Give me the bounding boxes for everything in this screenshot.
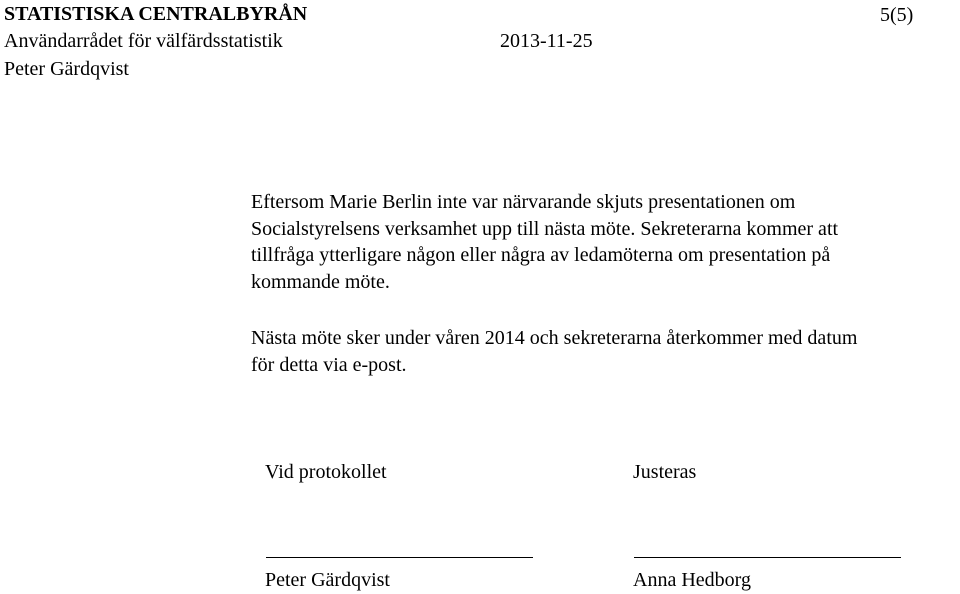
document-date: 2013-11-25 <box>500 30 593 52</box>
signature-heading-minutes: Vid protokollet <box>265 461 387 483</box>
paragraph-line: kommande möte. <box>251 270 390 293</box>
paragraph-line: Nästa möte sker under våren 2014 och sekreterarna återkommer med datum <box>251 327 858 349</box>
council-name: Användarrådet för välfärdsstatistik <box>4 30 283 52</box>
signatory-name-left: Peter Gärdqvist <box>265 569 390 591</box>
signature-heading-approved: Justeras <box>633 461 697 483</box>
paragraph-line: Eftersom Marie Berlin inte var närvarande skjuts presentationen om <box>251 191 796 213</box>
signatory-name-right: Anna Hedborg <box>633 569 751 591</box>
paragraph-line: Socialstyrelsens verksamhet upp till nästa möte. Sekreterarna kommer att <box>251 217 839 240</box>
organization-name: STATISTISKA CENTRALBYRÅN <box>4 3 308 25</box>
paragraph-next-meeting <box>251 325 857 378</box>
page-number: 5(5) <box>880 4 914 26</box>
paragraph-line: tillfråga ytterligare någon eller några av ledamöterna om presentation på <box>251 244 831 266</box>
paragraph-postponed-presentation <box>251 189 838 295</box>
signature-line-left <box>266 557 533 558</box>
signature-line-right <box>634 557 901 558</box>
paragraph-line: för detta via e-post. <box>251 353 407 376</box>
author-name: Peter Gärdqvist <box>4 58 129 80</box>
